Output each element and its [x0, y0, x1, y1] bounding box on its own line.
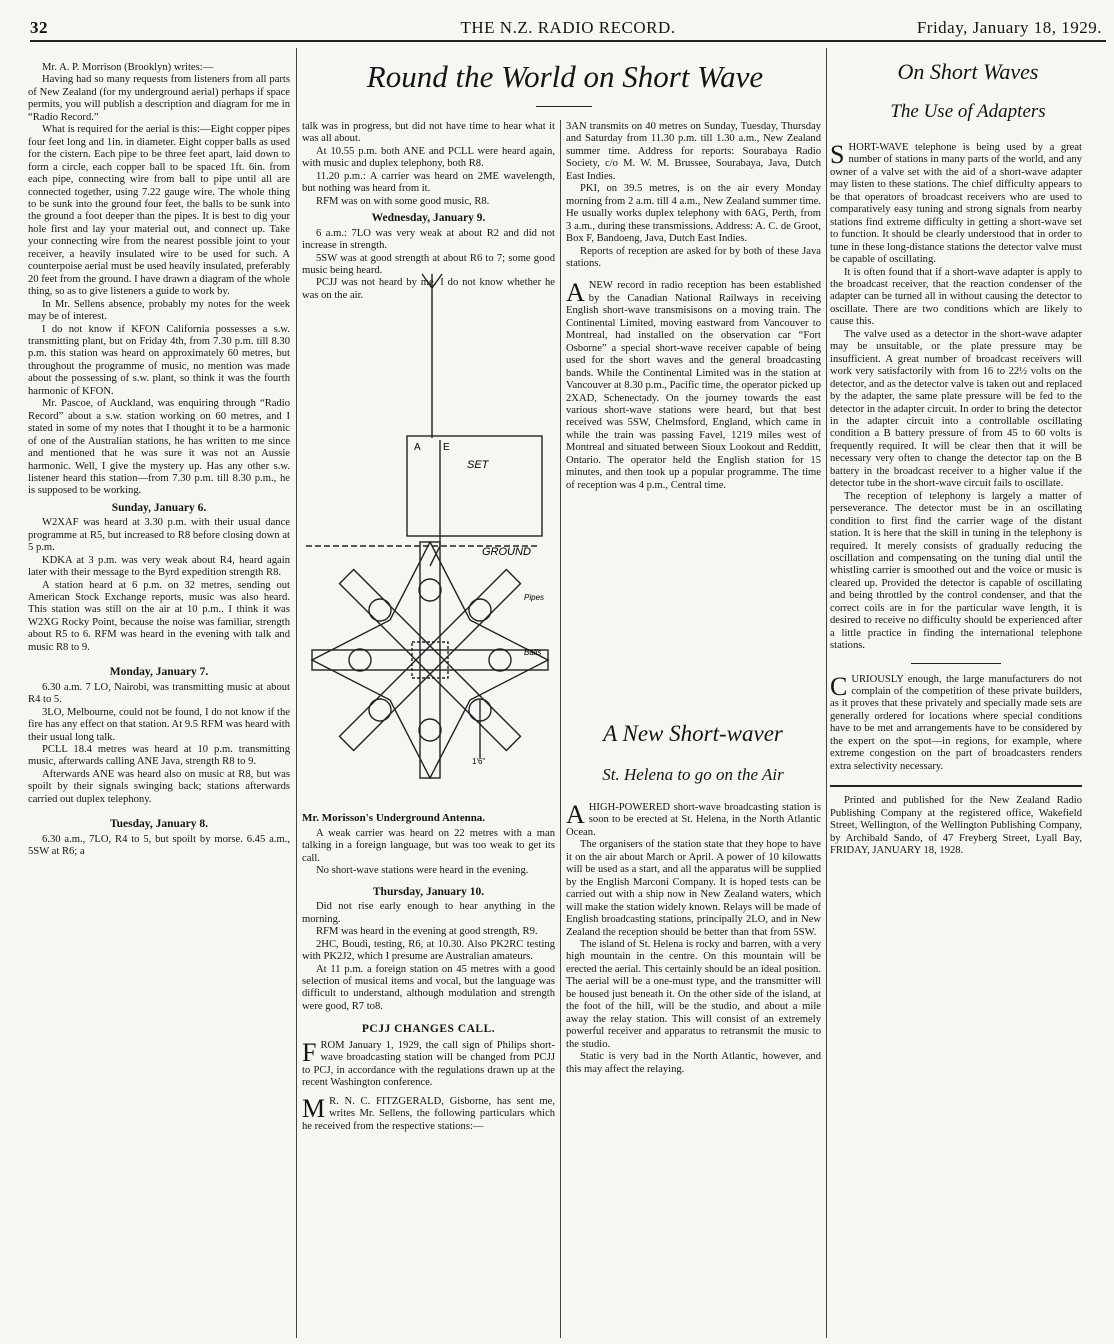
label-dimension: 1'6"	[472, 757, 486, 766]
section-rule	[911, 663, 1001, 664]
antenna-diagram	[302, 270, 558, 800]
article-headline-short-waves: On Short Waves	[897, 59, 1039, 84]
article-paragraph: talk was in progress, but did not have time to hear what it was all about.	[302, 121, 555, 145]
label-balls: Balls	[524, 648, 542, 657]
article-paragraph: 5SW was at good strength at about R6 to 7; some good music being heard.	[302, 252, 555, 276]
imprint-rule	[830, 785, 1082, 787]
section-heading: Monday, January 7.	[109, 666, 209, 679]
label-pipes: Pipes	[524, 593, 545, 602]
drop-cap: F	[302, 1037, 317, 1067]
main-headline: Round the World on Short Wave	[366, 59, 764, 94]
receiver-set-box	[407, 436, 542, 536]
article-paragraph: RFM was on with some good music, R8.	[316, 195, 490, 207]
article-paragraph: SHORT-WAVE telephone is being used by a great number of stations in many parts of the world, and any owner of a valve set with the aid of a short-wave adapter may listen to these stations. The chief difficulty appears to be that operators of broadcast receivers who are used to comparatively easy tuning and strong signals from nearby stations find extreme difficulty in getting a short-wave set to function. It should be clearly understood that in order to tune in these long-distance stations the detector valve must be capable of oscillating.	[830, 140, 1082, 266]
article-paragraph: RFM was heard in the evening at good strength, R9.	[316, 926, 538, 938]
column-3-bottom	[566, 802, 821, 1076]
article-paragraph: 6 a.m.: 7LO was very weak at about R2 and did not increase in strength.	[302, 227, 555, 252]
article-paragraph: 6.30 a.m., 7LO, R4 to 5, but spoilt by morse. 6.45 a.m., 5SW at R6; a	[28, 833, 290, 858]
section-heading: PCJJ CHANGES CALL.	[361, 1023, 496, 1036]
article-paragraph: Having had so many requests from listeners from all parts of New Zealand (for my underground aerial) perhaps if space permits, you will publish a description and diagram for me in “Radio Record.”	[28, 74, 290, 123]
drop-cap: M	[302, 1093, 326, 1123]
article-paragraph: Reports of reception are asked for by both of these Java stations.	[566, 245, 821, 269]
printer-imprint: Printed and published for the New Zealand Radio Publishing Company at the registered office, Wakefield Street, Wellington, of the Wellington Publishing Company, by Archibald Sando, of 47 Freyberg Street, Lyall Bay, FRIDAY, JANUARY 18, 1928.	[830, 795, 1082, 857]
underground-star-antenna	[312, 542, 548, 778]
diagram-caption: Mr. Morisson's Underground Antenna.	[302, 812, 486, 824]
drop-cap: S	[830, 140, 845, 169]
article-paragraph: Did not rise early enough to hear anything in the morning.	[302, 901, 555, 925]
article-paragraph: Static is very bad in the North Atlantic, however, and this may affect the relaying.	[566, 1051, 821, 1075]
article-paragraph: PCJJ was not heard by me. I do not know whether he was on the air.	[302, 277, 555, 301]
article-paragraph: The island of St. Helena is rocky and barren, with a very high mountain in the centre. On this mountain will be erected the aerial. This certainly should be an ideal position. The aerial will be a one-must type, and the transmitter will be housed just beneath it. On the other side of the island, at the foot of the hill, will be the studio, and about a mile away the relay station. This will consist of an extremely powerful receiver and apparatus to retransmit the music to the studio.	[566, 938, 821, 1050]
article-paragraph: M R. N. C. FITZGERALD, Gisborne, has sent me, writes Mr. Sellens, the following particulars which he received from the respective stations:—	[302, 1093, 555, 1132]
article-subheadline-st-helena: St. Helena to go on the Air	[602, 765, 784, 784]
article-paragraph: At 11 p.m. a foreign station on 45 metres with a good selection of musical items and vocal, but the language was difficult to understand, although modulation and strength were good, R7 to8.	[302, 963, 555, 1012]
article-paragraph: KDKA at 3 p.m. was very weak about R4, heard again later with their message to the Byrd expedition strength R8.	[28, 554, 290, 579]
article-paragraph: 6.30 a.m. 7 LO, Nairobi, was transmitting music at about R4 to 5.	[28, 681, 290, 706]
article-paragraph: AHIGH-POWERED short-wave broadcasting station is soon to be erected at St. Helena, in the North Atlantic Ocean.	[566, 800, 821, 838]
article-paragraph: PKI, on 39.5 metres, is on the air every Monday morning from 2 a.m. till 4 a.m., New Zealand summer time. He usually works duplex telephony with 6AG, Perth, from 3 a.m., during these transmissions. Address: A. C. de Groot, Box F, Bandoeng, Java, Dutch East Indies.	[566, 183, 821, 245]
article-paragraph: Afterwards ANE was heard also on music at R8, but was spoilt by their signals swinging back; stations afterwards carried out duplex telephony.	[28, 768, 290, 805]
article-paragraph: What is required for the aerial is this:—Eight copper pipes four feet long and 1in. in diameter. Eight copper balls as used for the cistern. Each pipe to be three feet apart, laid down to form a circle, each copper ball to be spaced 1ft. 6in. from each pipe, connecting wire from ball to pipe until all are connected together, using 7.22 gauge wire. The whole thing to be sunk into the ground four feet, the balls to be sunk into the ground a foot deeper than the pipes. It is best to dig your hole first and lay your material out, and connect up. Take your connecting wire from the nearest possible joint to your receiver, a heavily insulated wire to be used for such. A counterpoise aerial must be used heavily insulated, preferably 20 feet from the ground. I have drawn a diagram of the whole thing, so as to give listeners a guide to work by.	[28, 124, 290, 298]
article-paragraph: No short-wave stations were heard in the evening.	[316, 865, 529, 877]
article-paragraph: The reception of telephony is largely a matter of perseverance. The detector must be in an oscillating condition to first find the carrier wage of the distant station. It is here that the skill in tuning in the telephony is required. It merely consists of gradually reducing the oscillation and compensating on the tuning dial until the whistling carrier is smoothed out and the voice or music is cleared up. Provided the detector is capable of oscillating and being throttled by the control condenser, and that the correct coils are in for the particular wave length, it is desired to receive no difficulty should be experienced after a little practice in finding the international telephone stations.	[830, 490, 1082, 652]
article-subheadline-adapters: The Use of Adapters	[890, 101, 1046, 122]
headline-rule	[536, 106, 592, 107]
column-2-bottom	[302, 828, 555, 1133]
publication-title: THE N.Z. RADIO RECORD.	[460, 18, 676, 37]
article-paragraph: CURIOUSLY enough, the large manufacturers do not complain of the competition of these private builders, as it proves that these privately and specially made sets are generally ordered for locations where special conditions have to be met and arrangements have to be considered by the expert on the spot—in regions, for example, where extreme congestion on the part of broadcasters renders extra selectivity necessary.	[830, 671, 1082, 772]
label-e: E	[443, 442, 450, 453]
section-heading: Sunday, January 6.	[111, 501, 207, 514]
page-header	[30, 18, 1106, 42]
ground-lead	[430, 546, 440, 566]
label-ground: GROUND	[482, 546, 531, 558]
issue-date: Friday, January 18, 1929.	[916, 18, 1102, 37]
label-set: SET	[467, 459, 489, 471]
article-paragraph: ANEW record in radio reception has been established by the Canadian National Railways in receiving English short-wave transmisisons on a moving train. The Continental Limited, moving eastward from Vancouver to Montreal, had installed on the observation car “Fort Osborne” a special short-wave receiver capable of being used for the short waves and the general broadcasting bands. While the Continental Limited was in the station at Vancouver at 8.30 p.m., Pacific time, the operator picked up 2XAD, Schenectady. On the journey towards the east various short-wave stations were heard, but that best received was 5SW, Chelmsford, England, which came in while the train was passing Favel, 1219 miles west of Montreal and situated between Sioux Lookout and Redditt, Ontario. The operator held the English station for 15 minutes, and then took up a popular programme. The time of reception was 4 p.m., Central time.	[566, 278, 821, 491]
article-paragraph: The valve used as a detector in the short-wave adapter may be unsuitable, or the plate pressure may be insufficient. A great number of broadcast receivers will work very satisfactorily with from 16 to 22½ volts on the detector, and as the detector valve is taken out and replaced by the adapter, the same plate pressure will be fed to the detector in the adapter circuit. In order to bring the detector in the adapter circuit into a controllable oscillating condition a B battery pressure of from 45 to 60 volts is frequently required. It will be clear then that it will be necessary very often to change the detector tap on the B battery in the broadcast receiver to a higher value if the detector tube in the short-wave circuit fails to oscillate.	[830, 328, 1082, 490]
column-4	[830, 142, 1082, 857]
article-paragraph: In Mr. Sellens absence, probably my notes for the week may be of interest.	[28, 298, 290, 323]
page-number: 32	[30, 18, 48, 37]
article-paragraph: It is often found that if a short-wave adapter is apply to the broadcast receiver, that the reaction condenser of the adapter can be turned all in without causing the detector to oscillate. There are two conditions which are likely to cause this.	[830, 266, 1082, 328]
drop-cap: C	[830, 671, 848, 701]
article-paragraph: The organisers of the station state that they hope to have it on the air about March or April. A power of 10 kilowatts will be used as a start, and all the apparatus will be supplied by the English Marconi Company. It is hoped tests can be carried out with a ship now in New Zealand waters, which will make the station widely known. Relays will be made of English broadcasting stations, principally 2LO, and in New Zealand the reception should be better than that from 5SW.	[566, 839, 821, 938]
article-paragraph: 2HC, Boudi, testing, R6, at 10.30. Also PK2RC testing with PK2J2, which I presume are Australian amateurs.	[302, 938, 555, 963]
article-paragraph: 11.20 p.m.: A carrier was heard on 2ME wavelength, but nothing was heard from it.	[302, 170, 555, 195]
article-paragraph: PCLL 18.4 metres was heard at 10 p.m. transmitting music, afterwards calling ANE Java, strength R8 to 9.	[28, 744, 290, 768]
article-paragraph: W2XAF was heard at 3.30 p.m. with their usual dance programme at R5, but increased to R8 before closing down at 5 p.m.	[28, 517, 290, 554]
article-paragraph: A station heard at 6 p.m. on 32 metres, sending out American Stock Exchange reports, music was also heard. This station was still on the air at 10 p.m.. I think it was W2XG Rocky Point, because the noise was familiar, strength about R5 to 6. RFM was heard in the evening with talk and music R8 to 9.	[28, 579, 290, 653]
column-divider	[296, 48, 297, 1338]
column-3-top	[566, 121, 821, 492]
column-divider	[560, 120, 561, 1338]
article-paragraph: I do not know if KFON California possesses a s.w. transmitting plant, but on Friday 4th, from 7.30 p.m. till 8.30 p.m. this station was heard on approximately 60 metres, but throughout the programme of music, no mention was made about the possessing of s.w. plant, so think it was the fourth harmonic of KFON.	[28, 323, 290, 397]
column-1	[28, 62, 290, 859]
article-headline-new-shortwaver: A New Short-waver	[603, 721, 783, 746]
drop-cap: A	[566, 800, 585, 829]
article-paragraph: A weak carrier was heard on 22 metres with a man talking in a foreign language, but was too weak to get its call.	[302, 828, 555, 864]
label-a: A	[414, 442, 421, 453]
article-paragraph: Mr. A. P. Morrison (Brooklyn) writes:—	[42, 62, 214, 73]
article-paragraph: At 10.55 p.m. both ANE and PCLL were heard again, with music and duplex telephony, both R8.	[302, 145, 555, 170]
article-paragraph: 3LO, Melbourne, could not be found, I do not know if the fire has any effect on that station. At 9.5 RFM was heard with their usual long talk.	[28, 706, 290, 743]
article-paragraph: FROM January 1, 1929, the call sign of Philips short-wave broadcasting station will be changed from PCJJ to PCJ, in accordance with the regulations drawn up at the recent Washington conference.	[302, 1037, 555, 1089]
section-heading: Wednesday, January 9.	[371, 212, 486, 225]
column-divider	[826, 48, 827, 1338]
article-paragraph: Mr. Pascoe, of Auckland, was enquiring through “Radio Record” about a s.w. station working on 60 metres, and I stated in some of my notes that I thought it to be a harmonic of one of the Australian stations, he has written to me since and mentioned that he was sure it was not an Aussie harmonic. Well, I give the mystery up. Has any other s.w. listener heard this station—from 7.30 p.m. till 8.30 p.m., he is supposed to be working.	[28, 398, 290, 497]
section-heading: Tuesday, January 8.	[110, 818, 208, 831]
drop-cap: A	[566, 278, 585, 308]
article-paragraph: 3AN transmits on 40 metres on Sunday, Tuesday, Thursday and Saturday from 11.30 p.m. till 1.30 a.m., New Zealand summer time. Address for reports: Sourabaya Radio Society, c/o M. W. M. Brussee, Sourabaya, Java, Dutch East Indies.	[566, 121, 821, 182]
section-heading: Thursday, January 10.	[372, 885, 485, 898]
